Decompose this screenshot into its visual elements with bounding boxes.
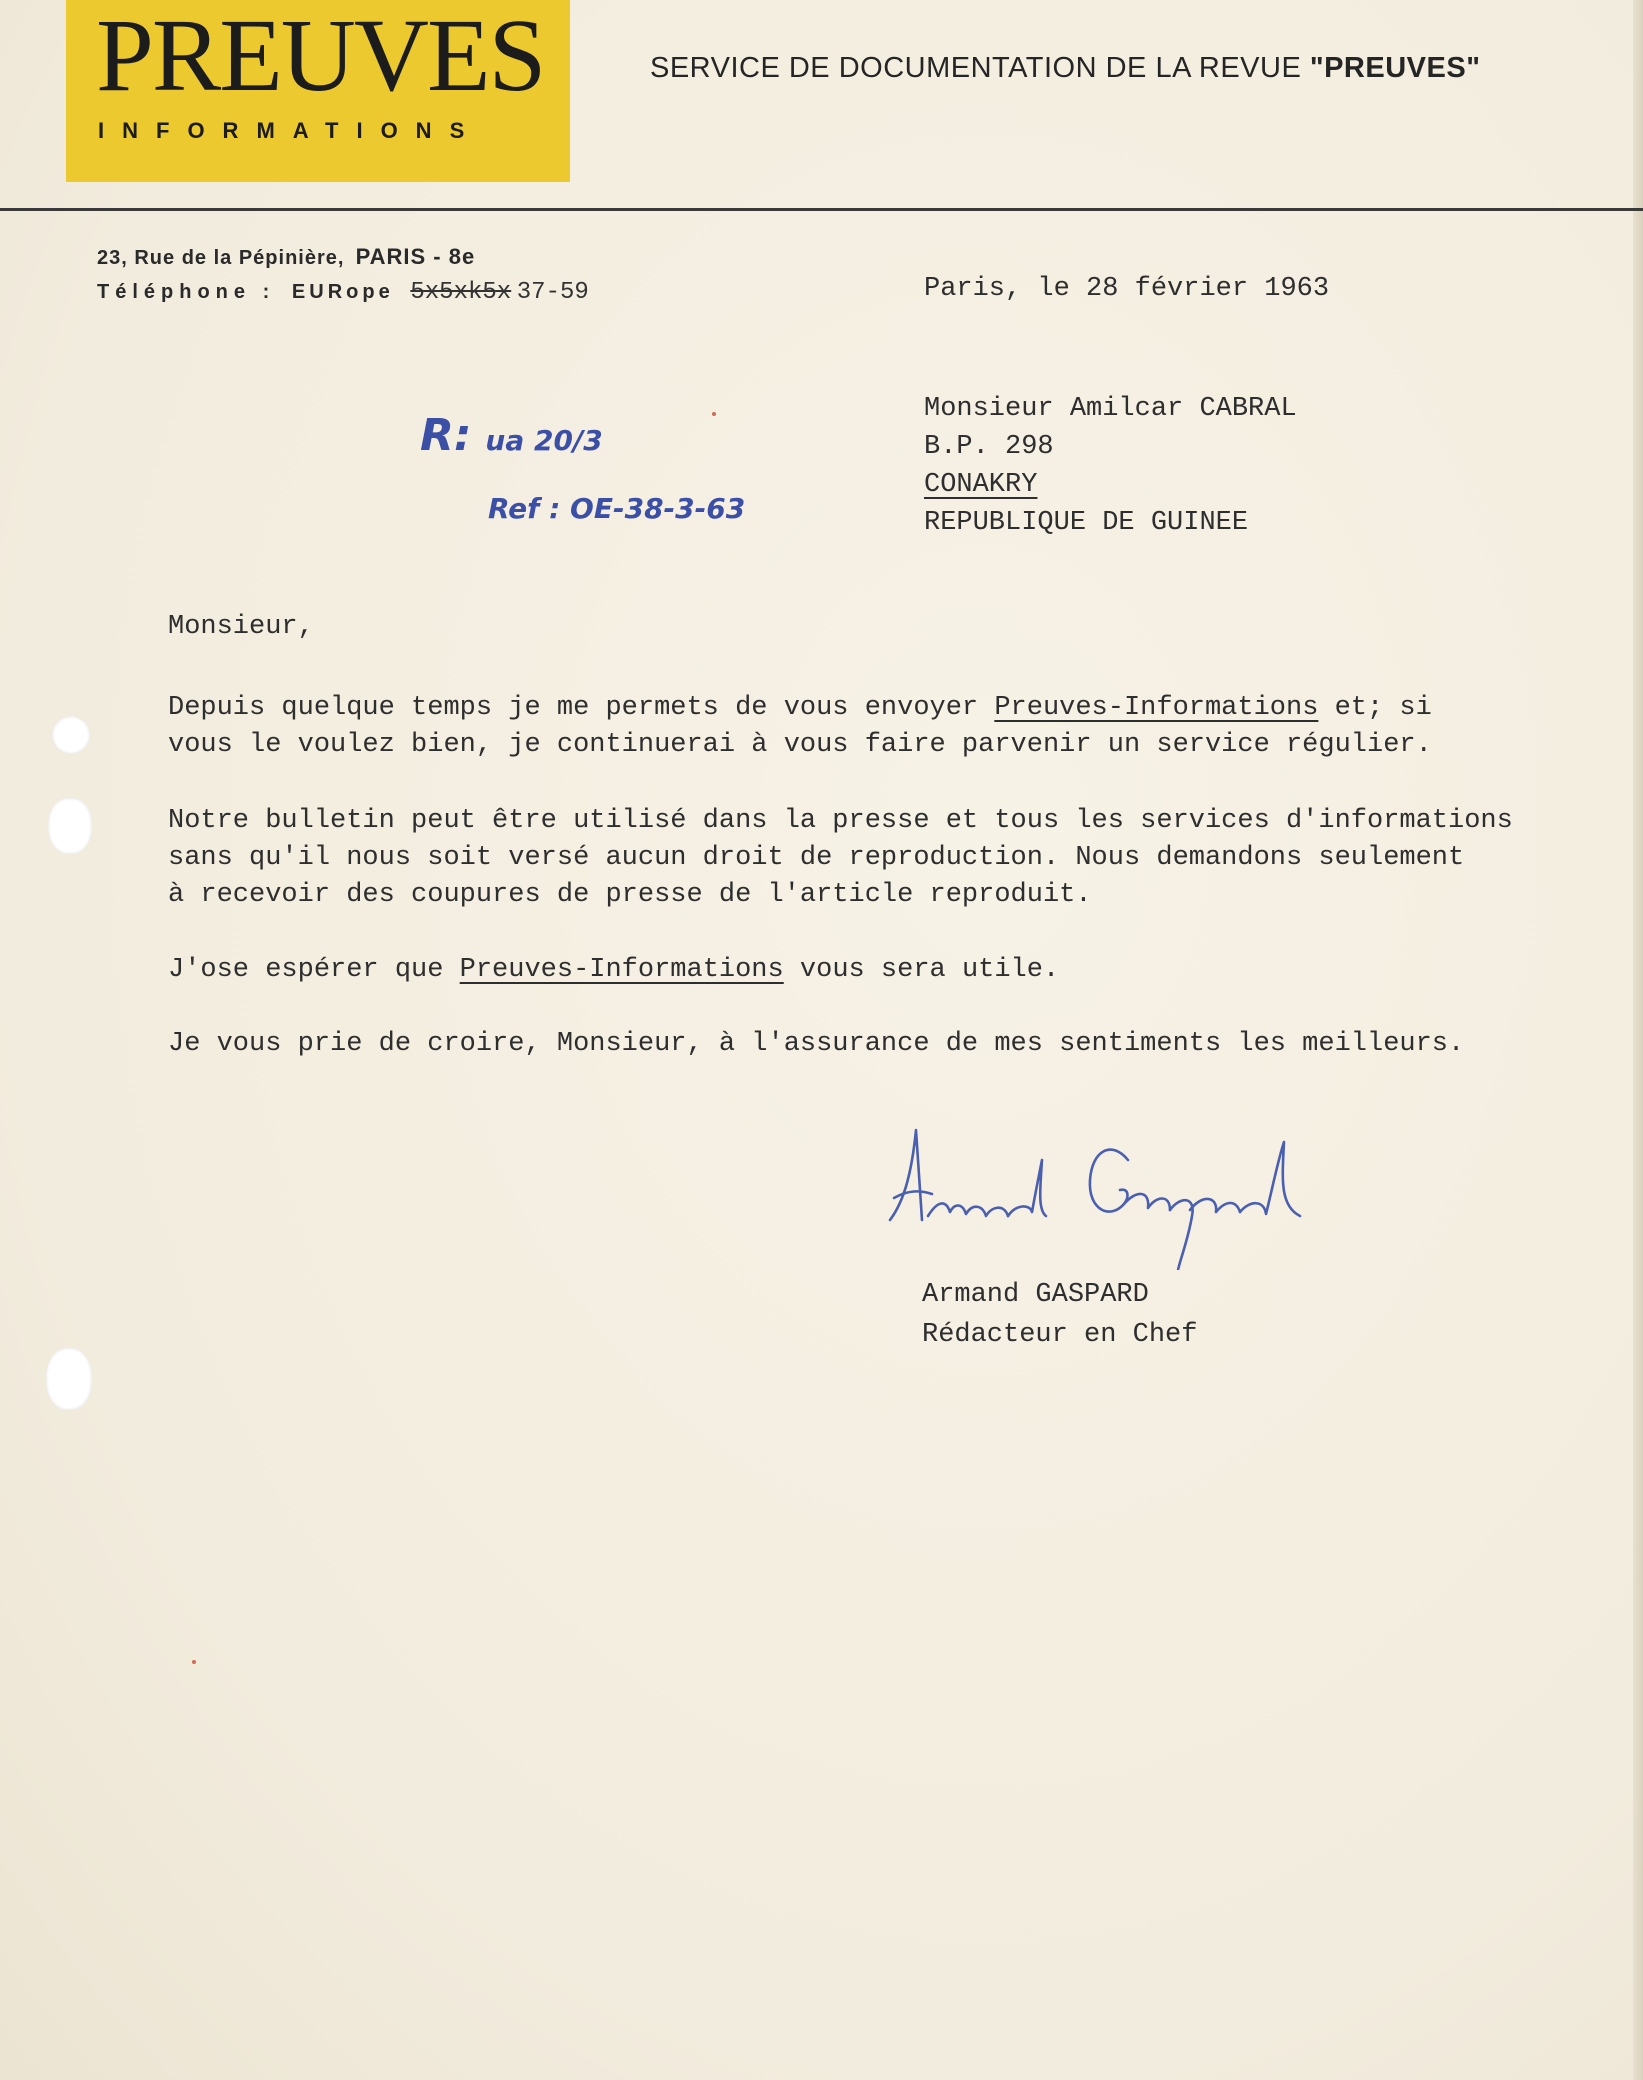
paragraph-1 — [168, 690, 1432, 764]
p1-publication: Preuves-Informations — [994, 693, 1319, 723]
paragraph-3 — [168, 952, 1059, 989]
recipient-city — [924, 466, 1297, 504]
address-line — [97, 240, 589, 275]
punch-hole — [52, 716, 90, 754]
phone-struck: 5x5xk5x — [410, 279, 512, 306]
punch-hole — [46, 1348, 92, 1410]
address-city: PARIS - 8e — [355, 244, 476, 269]
paper-speck — [712, 412, 716, 416]
p3-publication: Preuves-Informations — [459, 955, 784, 985]
salutation: Monsieur, — [168, 612, 314, 642]
paragraph-1-line-2: vous le voulez bien, je continuerai à vous faire parvenir un service régulier. — [168, 730, 1432, 760]
p3-text-b: vous sera utile. — [783, 955, 1060, 985]
phone-number: 37-59 — [516, 279, 589, 306]
paragraph-1-line-1 — [168, 690, 1432, 727]
recipient-country: REPUBLIQUE DE GUINEE — [924, 508, 1249, 538]
signatory-block — [922, 1275, 1197, 1355]
service-prefix: SERVICE DE DOCUMENTATION DE LA REVUE — [650, 52, 1310, 84]
header-rule — [0, 208, 1643, 211]
letter-date: Paris, le 28 février 1963 — [924, 274, 1330, 304]
recipient-city-text: CONAKRY — [924, 470, 1038, 500]
service-name: "PREUVES" — [1309, 52, 1481, 84]
paragraph-2-line-1: Notre bulletin peut être utilisé dans la presse et tous les services d'informations — [168, 806, 1513, 836]
p3-text-a: J'ose espérer que — [168, 955, 460, 985]
logo-block — [66, 0, 570, 182]
address-street: 23, Rue de la Pépinière, — [97, 247, 345, 269]
signatory-title: Rédacteur en Chef — [922, 1320, 1198, 1350]
paper-speck — [192, 1660, 196, 1664]
paragraph-4: Je vous prie de croire, Monsieur, à l'assurance de mes sentiments les meilleurs. — [168, 1029, 1465, 1059]
handwritten-signature — [880, 1120, 1420, 1270]
signatory-name: Armand GASPARD — [922, 1280, 1149, 1310]
punch-hole — [48, 798, 92, 854]
phone-label: Téléphone : — [97, 281, 276, 303]
service-line — [650, 52, 1480, 85]
logo-subtitle: INFORMATIONS — [98, 118, 483, 143]
p1-text-a: Depuis quelque temps je me permets de vous envoyer — [168, 693, 995, 723]
phone-exchange: EURope — [291, 281, 394, 303]
handwritten-reply-note — [420, 410, 603, 461]
paper-edge — [1633, 0, 1643, 2080]
paragraph-2-line-3: à recevoir des coupures de presse de l'article reproduit. — [168, 880, 1092, 910]
recipient-box: B.P. 298 — [924, 432, 1054, 462]
handwritten-r-mark: R: — [420, 410, 472, 461]
p1-text-b: et; si — [1318, 693, 1432, 723]
paragraph-2 — [168, 803, 1513, 914]
recipient-name: Monsieur Amilcar CABRAL — [924, 394, 1297, 424]
logo-title: PREUVES — [96, 0, 545, 113]
handwritten-reference: Ref : OE-38-3-63 — [488, 492, 746, 525]
paragraph-2-line-2: sans qu'il nous soit versé aucun droit de reproduction. Nous demandons seulement — [168, 843, 1465, 873]
handwritten-r-date: ua 20/3 — [485, 424, 603, 457]
recipient-block — [924, 390, 1297, 542]
sender-address — [97, 240, 589, 310]
phone-line — [97, 275, 589, 310]
